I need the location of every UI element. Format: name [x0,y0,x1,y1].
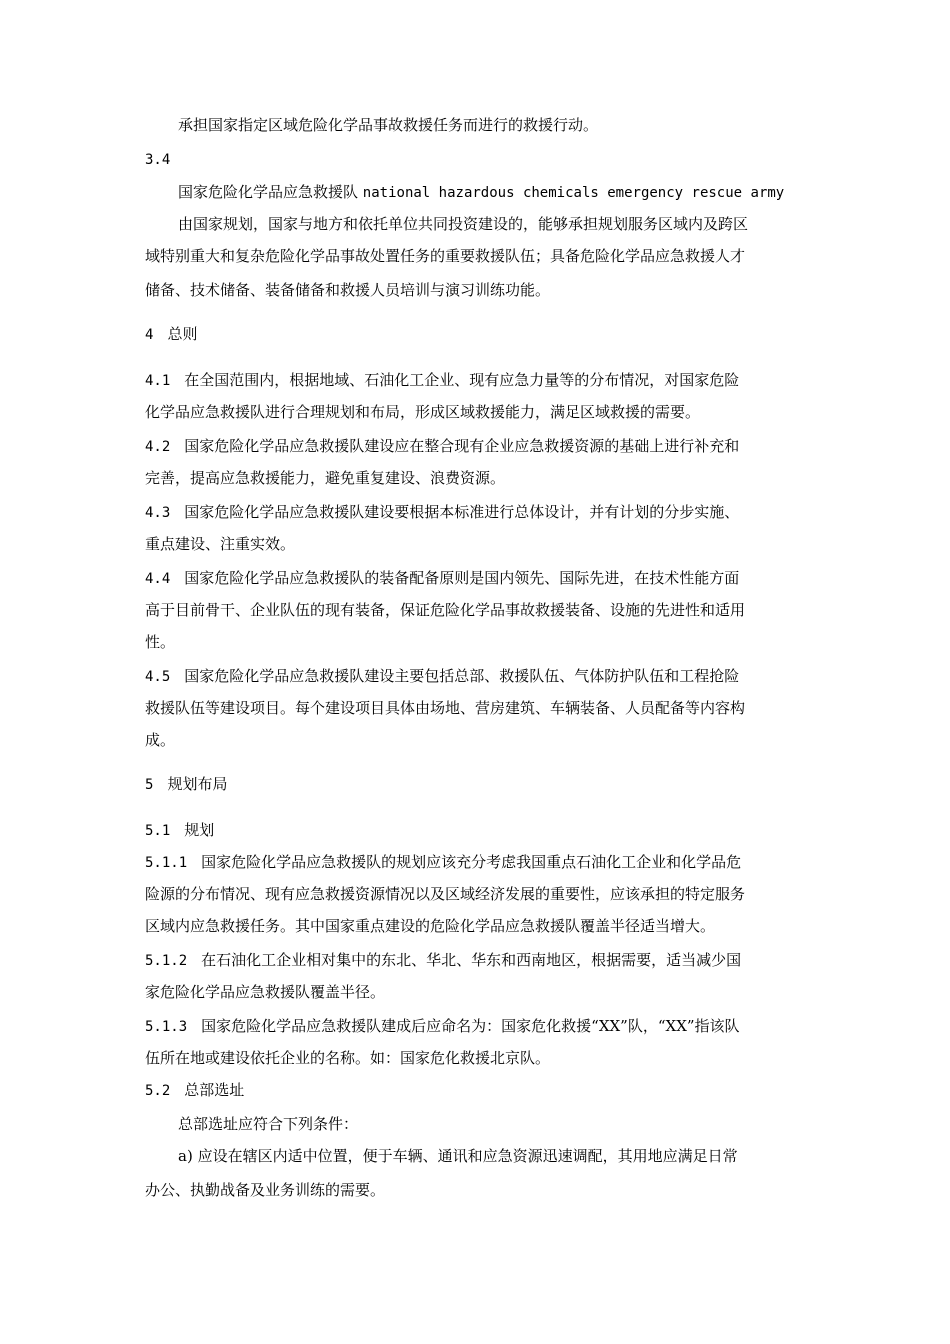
clause-4-3 [145,502,739,523]
clause-text-line: 化学品应急救援队进行合理规划和布局，形成区域救援能力，满足区域救援的需要。 [145,403,701,421]
clause-5-1-2 [145,950,741,971]
term-chinese: 国家危险化学品应急救援队 [178,183,359,201]
clause-text: 国家危险化学品应急救援队的规划应该充分考虑我国重点石油化工企业和化学品危 [201,853,742,871]
clause-text: 在全国范围内，根据地域、石油化工企业、现有应急力量等的分布情况，对国家危险 [184,371,740,389]
clause-number: 5.1.1 [145,855,188,871]
clause-text-line: 成。 [145,731,176,749]
section-title: 总则 [167,325,198,343]
clause-text-line: 区域内应急救援任务。其中国家重点建设的危险化学品应急救援队覆盖半径适当增大。 [145,917,716,935]
clause-4-4 [145,568,739,589]
clause-text: 国家危险化学品应急救援队建设要根据本标准进行总体设计，并有计划的分步实施、 [184,503,740,521]
clause-4-5 [145,666,739,687]
definition-line: 储备、技术储备、装备储备和救援人员培训与演习训练功能。 [145,281,551,299]
section-number: 5 [145,777,154,793]
clause-number: 3.4 [145,152,171,168]
clause-5-1-3 [145,1016,740,1037]
definition-line: 由国家规划，国家与地方和依托单位共同投资建设的，能够承担规划服务区域内及跨区 [178,215,749,233]
clause-number: 4.1 [145,373,171,389]
clause-number: 4.4 [145,571,171,587]
clause-number: 4.3 [145,505,171,521]
subsection-title: 规划 [184,821,215,839]
clause-text: 在石油化工企业相对集中的东北、华北、华东和西南地区，根据需要，适当减少国 [201,951,742,969]
clause-4-1 [145,370,739,391]
clause-text: 国家危险化学品应急救援队建成后应命名为：国家危化救援“XX”队，“XX”指该队 [201,1017,740,1035]
subsection-title: 总部选址 [184,1081,245,1099]
term-english: national hazardous chemicals emergency rescue army [362,185,785,201]
clause-text: 国家危险化学品应急救援队建设应在整合现有企业应急救援资源的基础上进行补充和 [184,437,740,455]
clause-text-line: 完善，提高应急救援能力，避免重复建设、浪费资源。 [145,469,506,487]
clause-text-line: 险源的分布情况、现有应急救援资源情况以及区域经济发展的重要性，应该承担的特定服务 [145,885,746,903]
clause-text-line: 救援队伍等建设项目。每个建设项目具体由场地、营房建筑、车辆装备、人员配备等内容构 [145,699,746,717]
paragraph-line: 总部选址应符合下列条件： [178,1115,359,1133]
clause-number: 5.1.2 [145,953,188,969]
list-item-line: 办公、执勤战备及业务训练的需要。 [145,1181,386,1199]
clause-text: 国家危险化学品应急救援队的装备配备原则是国内领先、国际先进，在技术性能方面 [184,569,740,587]
definition-line: 域特别重大和复杂危险化学品事故处置任务的重要救援队伍；具备危险化学品应急救援人才 [145,247,746,265]
section-title: 规划布局 [167,775,228,793]
section-heading-4 [145,324,197,345]
section-heading-5 [145,774,227,795]
clause-number: 4.5 [145,669,171,685]
clause-text-line: 伍所在地或建设依托企业的名称。如：国家危化救援北京队。 [145,1049,551,1067]
clause-text: 国家危险化学品应急救援队建设主要包括总部、救援队伍、气体防护队伍和工程抢险 [184,667,740,685]
term-entry [178,182,784,203]
subsection-heading-5-1 [145,820,214,841]
section-number: 4 [145,327,154,343]
list-item-a: a) 应设在辖区内适中位置，便于车辆、通讯和应急资源迅速调配，其用地应满足日常 [178,1147,738,1165]
subsection-number: 5.1 [145,823,171,839]
clause-text-line: 重点建设、注重实效。 [145,535,296,553]
clause-text-line: 性。 [145,633,176,651]
clause-number: 5.1.3 [145,1019,188,1035]
clause-5-1-1 [145,852,741,873]
clause-text-line: 高于目前骨干、企业队伍的现有装备，保证危险化学品事故救援装备、设施的先进性和适用 [145,601,746,619]
paragraph-line: 承担国家指定区域危险化学品事故救援任务而进行的救援行动。 [178,116,599,134]
clause-number: 4.2 [145,439,171,455]
clause-4-2 [145,436,739,457]
subsection-number: 5.2 [145,1083,171,1099]
subsection-heading-5-2 [145,1080,244,1101]
clause-text-line: 家危险化学品应急救援队覆盖半径。 [145,983,386,1001]
